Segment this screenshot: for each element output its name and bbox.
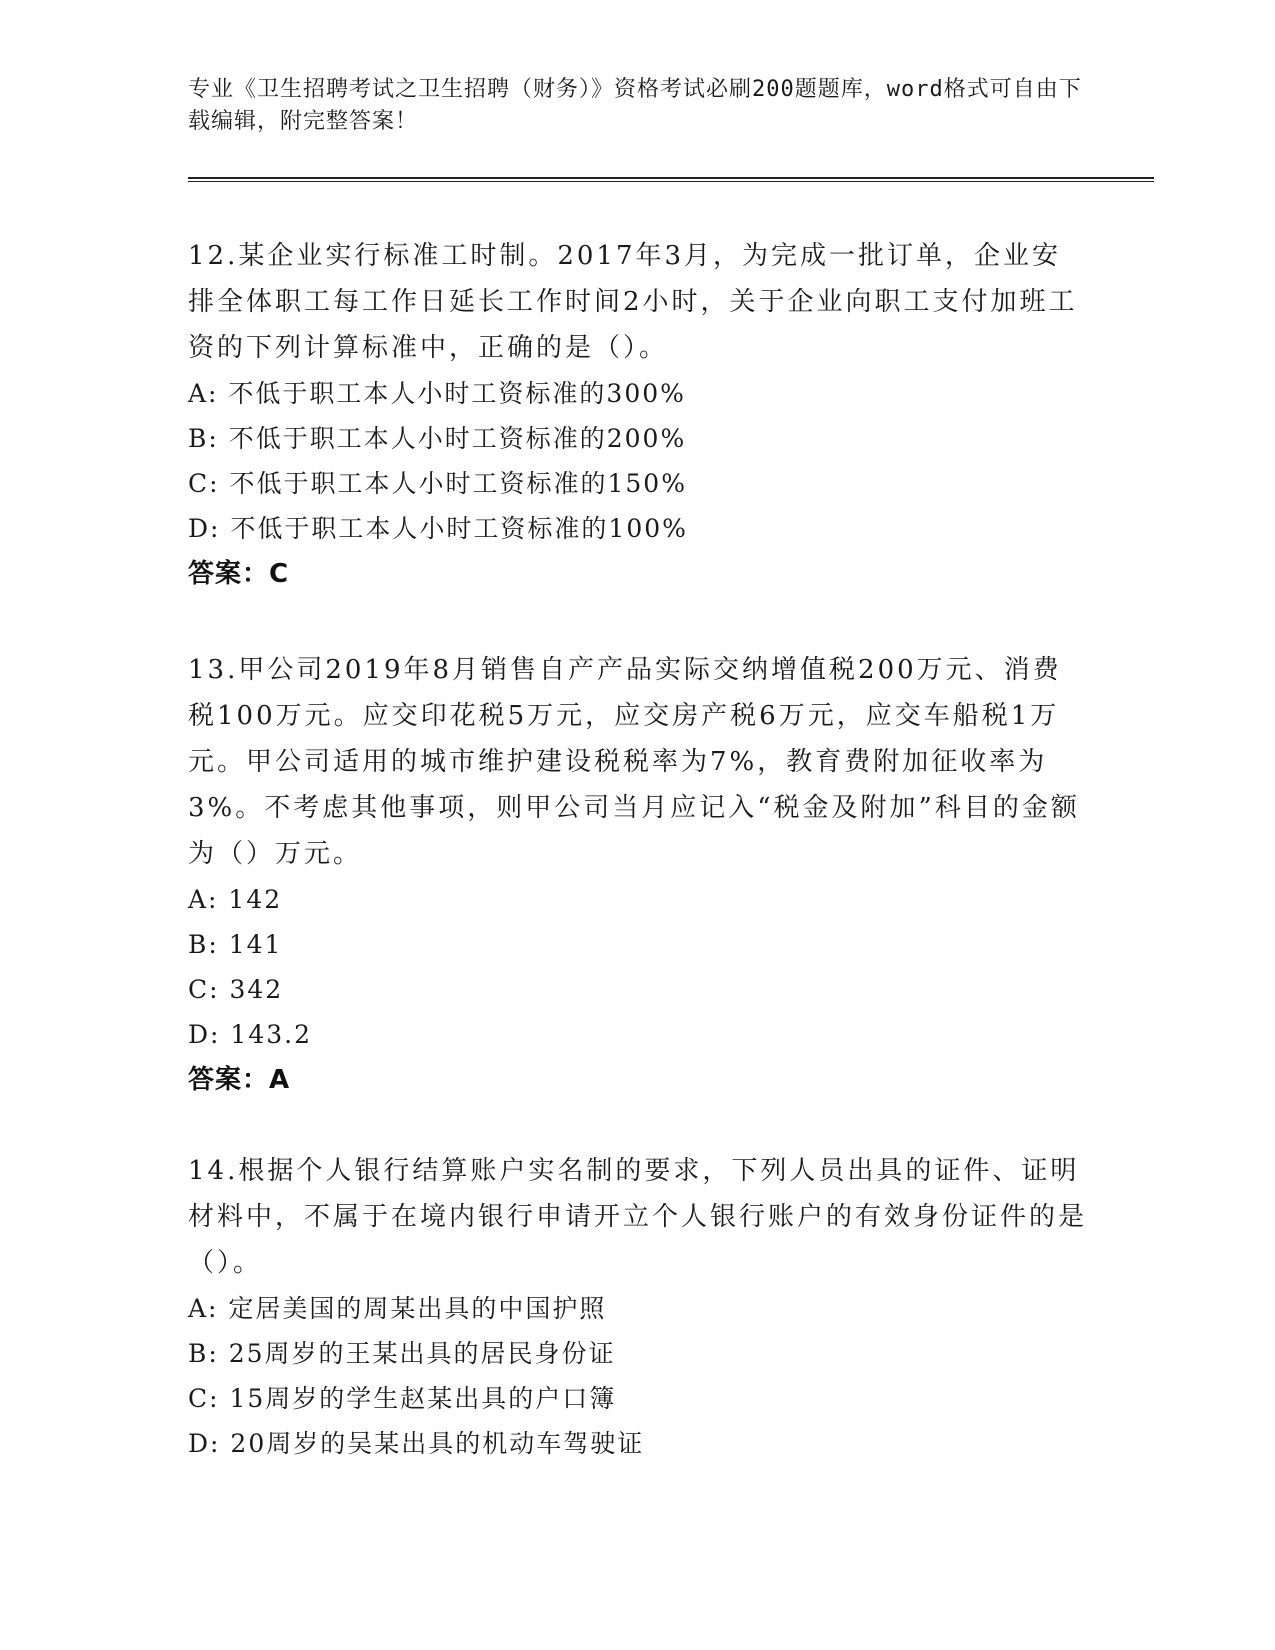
option-c: C: 15周岁的学生赵某出具的户口簿: [188, 1384, 617, 1413]
option-d: D: 20周岁的吴某出具的机动车驾驶证: [188, 1429, 645, 1458]
option-a: A: 定居美国的周某出具的中国护照: [188, 1294, 607, 1323]
header-divider: [188, 177, 1154, 182]
question-12: [188, 233, 1088, 597]
option-a: A: 142: [188, 885, 283, 914]
option-a: A: 不低于职工本人小时工资标准的300%: [188, 379, 686, 408]
answer-label: 答案：C: [188, 559, 290, 589]
question-stem: 14.根据个人银行结算账户实名制的要求，下列人员出具的证件、证明材料中，不属于在境内银行申请开立个人银行账户的有效身份证件的是（）。: [188, 1156, 1088, 1278]
question-13: [188, 647, 1088, 1103]
question-14: [188, 1148, 1088, 1466]
option-b: B: 不低于职工本人小时工资标准的200%: [188, 424, 687, 453]
document-header-title: 专业《卫生招聘考试之卫生招聘（财务）》资格考试必刷200题题库，word格式可自由下载编辑，附完整答案！: [188, 77, 1082, 134]
option-b: B: 25周岁的王某出具的居民身份证: [188, 1339, 616, 1368]
option-d: D: 143.2: [188, 1020, 312, 1049]
option-b: B: 141: [188, 930, 283, 959]
question-stem: 12.某企业实行标准工时制。2017年3月，为完成一批订单，企业安排全体职工每工作日延长工作时间2小时，关于企业向职工支付加班工资的下列计算标准中，正确的是（）。: [188, 241, 1078, 363]
answer-label: 答案：A: [188, 1065, 291, 1095]
option-c: C: 不低于职工本人小时工资标准的150%: [188, 469, 687, 498]
option-c: C: 342: [188, 975, 284, 1004]
question-stem: 13.甲公司2019年8月销售自产产品实际交纳增值税200万元、消费税100万元。应交印花税5万元，应交房产税6万元，应交车船税1万元。甲公司适用的城市维护建设税税率为7%，教育费附加征收率为3%。不考虑其他事项，则甲公司当月应记入“税金及附加”科目的金额为（）万元。: [188, 655, 1080, 869]
option-d: D: 不低于职工本人小时工资标准的100%: [188, 514, 688, 543]
